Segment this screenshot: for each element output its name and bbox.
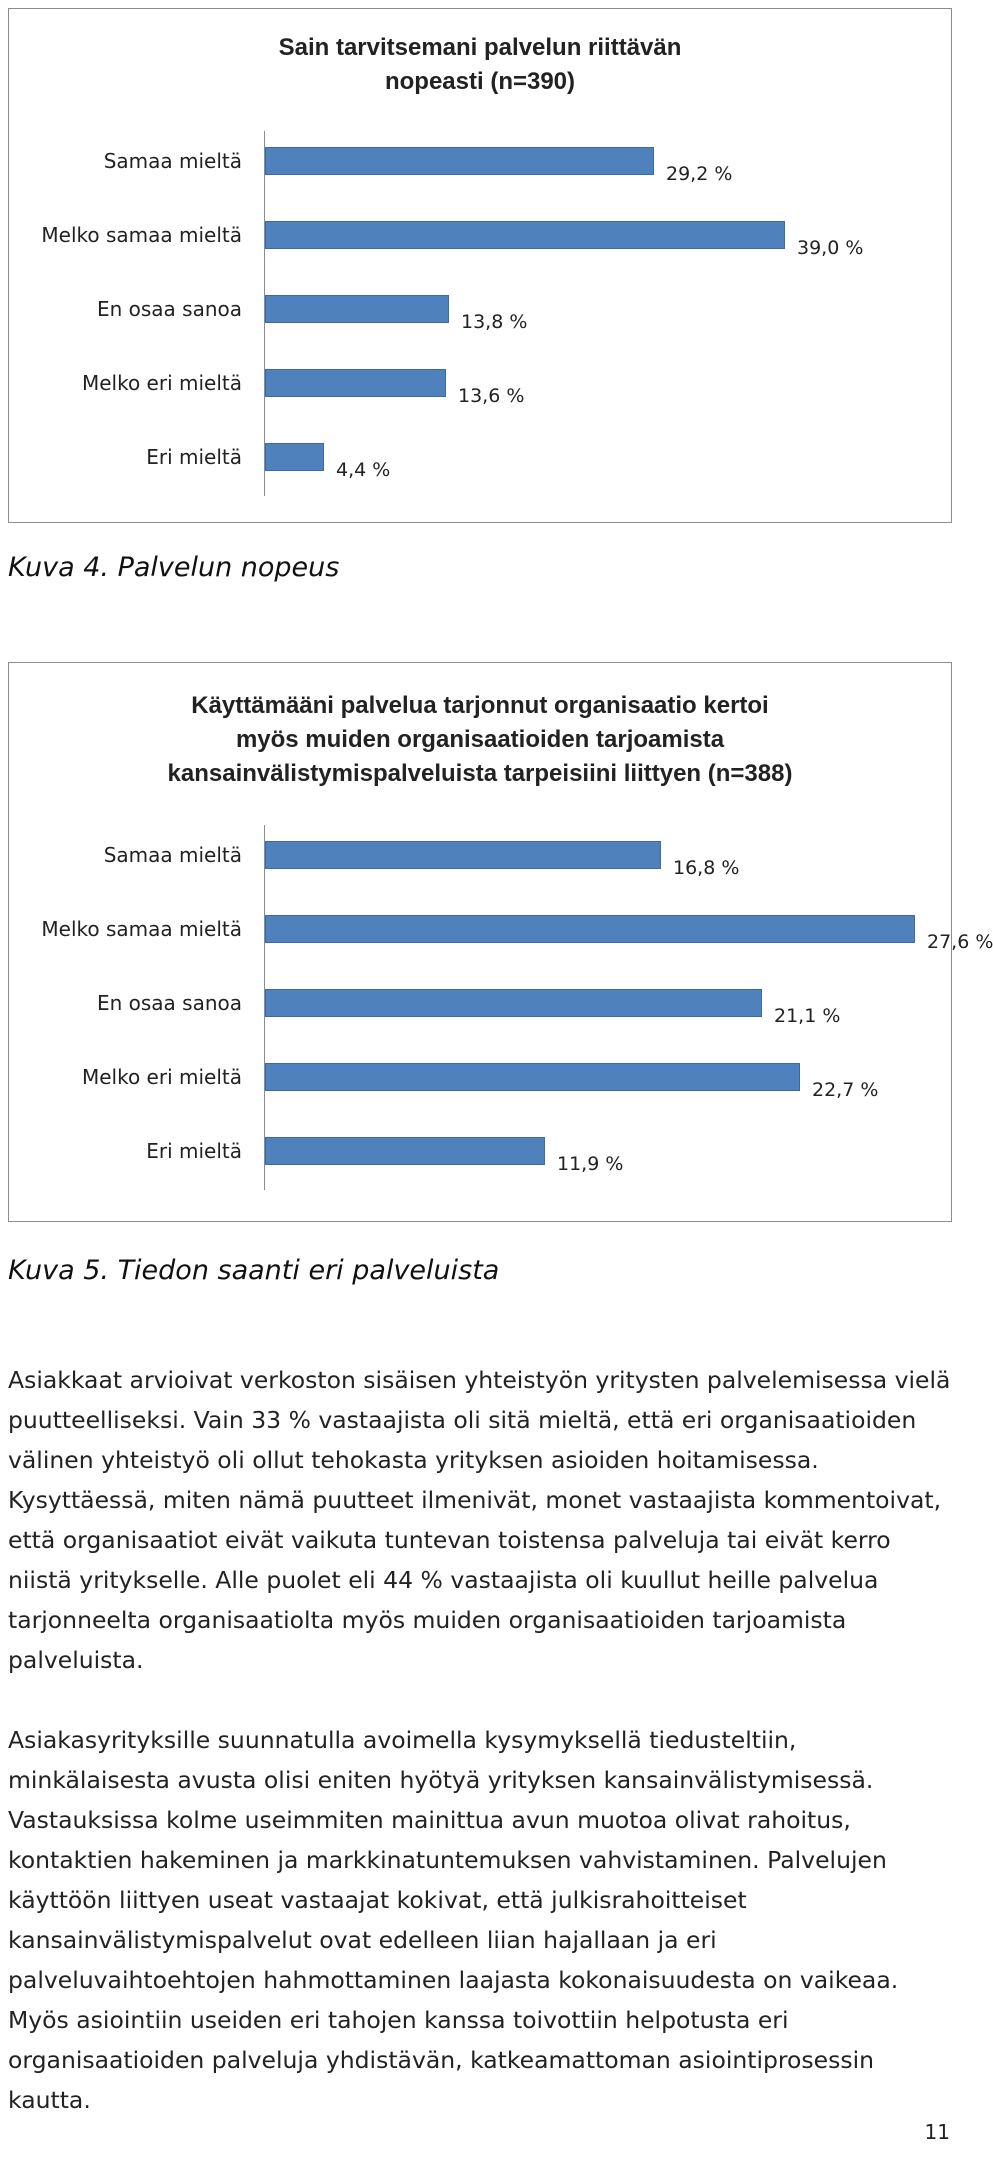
- data-label: 27,6 %: [927, 931, 993, 953]
- figure-caption-4: [8, 552, 339, 583]
- caption-number: Kuva 4.: [8, 552, 109, 583]
- bar: [265, 1137, 545, 1165]
- category-label: Melko eri mieltä: [81, 1065, 242, 1089]
- bar: [265, 443, 324, 471]
- data-label: 13,6 %: [458, 385, 525, 407]
- chart-title-line: nopeasti (n=390): [384, 68, 576, 95]
- data-label: 13,8 %: [461, 311, 528, 333]
- category-label: Samaa mieltä: [103, 149, 242, 173]
- chart-title-line: myös muiden organisaatioiden tarjoamista: [235, 726, 725, 753]
- bar: [265, 369, 446, 397]
- data-label: 16,8 %: [673, 857, 740, 879]
- body-paragraph-1: Asiakkaat arvioivat verkoston sisäisen yhteistyön yritysten palvelemisessa vielä puutteelliseksi. Vain 33 % vastaajista oli sitä mieltä, että eri organisaatioiden välinen yhteistyö oli ollut tehokasta yrityksen asioiden hoitamisessa. Kysyttäessä, miten nämä puutteet ilmenivät, monet vastaajista kommentoivat, että organisaatiot eivät vaikuta tuntevan toistensa palveluja tai eivät kerro niistä yritykselle. Alle puolet eli 44 % vastaajista oli kuullut heille palvelua tarjonneelta organisaatiolta myös muiden organisaatioiden tarjoamista palveluista.: [8, 1366, 951, 1674]
- category-label: En osaa sanoa: [96, 991, 242, 1015]
- bar: [265, 147, 654, 175]
- caption-number: Kuva 5.: [8, 1255, 109, 1286]
- bar: [265, 915, 915, 943]
- category-label: Melko samaa mieltä: [41, 223, 242, 247]
- chart-palvelun-nopeus: [8, 8, 952, 523]
- data-label: 11,9 %: [557, 1153, 624, 1175]
- data-label: 22,7 %: [812, 1079, 879, 1101]
- chart-title-line: Sain tarvitsemani palvelun riittävän: [278, 34, 682, 61]
- data-label: 4,4 %: [336, 459, 391, 481]
- category-label: Samaa mieltä: [103, 843, 242, 867]
- page-number: 11: [924, 2120, 950, 2144]
- caption-text: Palvelun nopeus: [117, 552, 340, 583]
- bar: [265, 1063, 800, 1091]
- chart-tiedon-saanti: [8, 662, 993, 1222]
- category-label: Melko samaa mieltä: [41, 917, 242, 941]
- category-label: Eri mieltä: [146, 1139, 242, 1163]
- caption-text: Tiedon saanti eri palveluista: [117, 1255, 500, 1286]
- category-label: Melko eri mieltä: [81, 371, 242, 395]
- bar: [265, 295, 449, 323]
- chart-title-line: Käyttämääni palvelua tarjonnut organisaatio kertoi: [191, 692, 769, 719]
- chart-title-line: kansainvälistymispalveluista tarpeisiini liittyen (n=388): [167, 760, 793, 787]
- body-paragraph-2: Asiakasyrityksille suunnatulla avoimella kysymyksellä tiedusteltiin, minkälaisesta avusta olisi eniten hyötyä yrityksen kansainvälistymisessä. Vastauksissa kolme useimmiten mainittua avun muotoa olivat rahoitus, kontaktien hakeminen ja markkinatuntemuksen vahvistaminen. Palvelujen käyttöön liittyen useat vastaajat kokivat, että julkisrahoitteiset kansainvälistymispalvelut ovat edelleen liian hajallaan ja eri palveluvaihtoehtojen hahmottaminen laajasta kokonaisuudesta on vaikeaa. Myös asiointiin useiden eri tahojen kanssa toivottiin helpotusta eri organisaatioiden palveluja yhdistävän, katkeamattoman asiointiprosessin kautta.: [8, 1726, 899, 2114]
- bar: [265, 221, 785, 249]
- category-label: En osaa sanoa: [96, 297, 242, 321]
- data-label: 29,2 %: [666, 163, 733, 185]
- bar: [265, 989, 762, 1017]
- chart-title: [9, 31, 951, 99]
- category-label: Eri mieltä: [146, 445, 242, 469]
- figure-caption-5: [8, 1255, 499, 1286]
- chart-title: [9, 689, 951, 791]
- bar: [265, 841, 661, 869]
- data-label: 39,0 %: [797, 237, 864, 259]
- data-label: 21,1 %: [774, 1005, 841, 1027]
